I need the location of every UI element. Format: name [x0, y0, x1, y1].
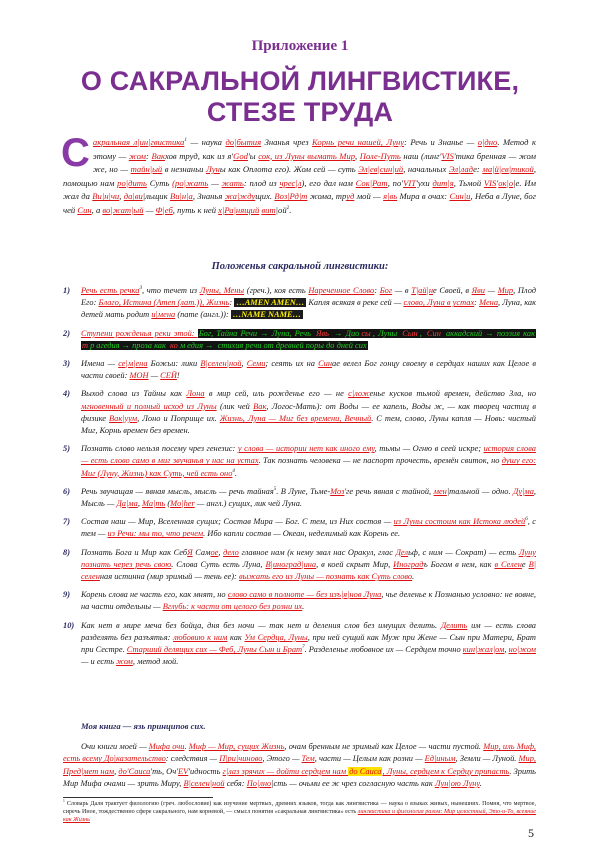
- item-text: , чье деленье к Познанью условно: не вовне, на части отдельны —: [81, 590, 537, 612]
- item-text: :: [474, 298, 480, 308]
- intro-text: Эл|ев|син|ий: [358, 164, 404, 175]
- intro-text: щих.: [255, 191, 275, 202]
- item-text: Как нет в мире меча без бойца, дня без ночи — так нет и деления слов без имущих делить.: [81, 620, 441, 630]
- intro-text: 'ухи: [416, 177, 433, 188]
- page-title: [0, 66, 600, 128]
- item-text: мен: [433, 486, 447, 496]
- item-text: ,: [218, 547, 224, 557]
- intro-text: 'ы: [247, 150, 259, 161]
- conclusion-text: Очи книги моей —: [81, 742, 149, 751]
- item-text: Да|ма: [116, 499, 138, 509]
- item-text: е: [521, 559, 529, 569]
- intro-text: , а: [91, 204, 103, 215]
- intro-text: тайн|ый: [130, 164, 163, 175]
- intro-text: дит|я: [432, 177, 454, 188]
- item-text: , Мысль —: [81, 486, 536, 509]
- item-text: стихия речи от древней поры до дней сих: [217, 340, 367, 350]
- item-text: .: [412, 572, 415, 582]
- item-text: из Луны состоим как Истока людей: [393, 517, 526, 527]
- item-text: ная истинна (мир зримый — тень ее):: [99, 572, 239, 582]
- item-number: 2): [63, 328, 70, 338]
- intro-text: Лун: [205, 164, 220, 175]
- list-item: [63, 620, 536, 669]
- conclusion-text: Мир, Пред|мет нам: [63, 754, 536, 776]
- item-text: Жизнь, Луна — Миг без времени, Вечный: [219, 413, 372, 423]
- intro-text: жать: [221, 177, 244, 188]
- conclusion-text: .: [479, 779, 482, 789]
- item-text: (: [165, 499, 171, 509]
- intro-text: Вак: [151, 150, 166, 161]
- item-text: Корень слова не часть его, как мнят, но: [81, 590, 228, 600]
- intro-text: , Тьмой: [453, 177, 484, 188]
- intro-text: |ой: [275, 204, 287, 215]
- footnote-text: Словарь Даля трактует филологию (греч. любословие) как изучение мертвых, древних языков, тогда как лингвистика — наука о языках живых, нынешних. Помня, что мертвое, сиречь Иное, тождественно сфере сакрального, нам корневой, — смысл понятия «сакральная лингвистика» есть: [63, 801, 536, 815]
- intro-text: Ф|еб: [155, 204, 173, 215]
- intro-text: Син: [77, 204, 92, 215]
- item-text: Дел: [395, 547, 409, 557]
- appendix-label: Приложение 1: [251, 38, 349, 54]
- intro-text: жом: [128, 150, 147, 161]
- item-text: . Разделенье любовное их — Сердцем точно: [304, 645, 463, 655]
- item-text: Я: [187, 547, 193, 557]
- item-text: се|м|ена: [118, 359, 148, 369]
- footnote: [63, 800, 536, 824]
- item-text: Старший делящих сих — Феб, Луны Сын и Брат: [126, 645, 303, 655]
- intro-text: во|жат|ый: [102, 204, 144, 215]
- footnote-divider: [63, 797, 213, 798]
- item-text: Ду|ма: [513, 486, 534, 496]
- item-text: Божьи: лики: [147, 359, 201, 369]
- item-text: Луну познать через речь свою: [81, 547, 536, 569]
- item-text: енье кусков тьмой времен, действо Зла, но: [369, 389, 537, 399]
- footnote-text: лингвистика и филология разом: Мир целостный, Это-и-То, всеяние как Жизнь: [63, 809, 536, 823]
- intro-text: е:: [473, 164, 483, 175]
- conclusion-text: , очам бренным не зримый как Целое — части пустой.: [284, 742, 484, 751]
- intro-text: ,: [119, 191, 124, 202]
- conclusion-text: |сть — очьми ее ж чрез согласную часть как: [271, 779, 435, 789]
- item-text: в мир сей, иль рожденье его — не: [204, 389, 349, 399]
- item-text: → Дио: [330, 328, 360, 338]
- item-text: едия →: [187, 340, 216, 350]
- item-text: . Так познать человека — не паспорт прочесть, времён свиток, но: [258, 456, 502, 466]
- intro-text: до|бытия: [225, 137, 262, 147]
- intro-text: ма|й|ев|тикой: [482, 164, 534, 175]
- item-text: агедия → проза как: [96, 340, 169, 350]
- intro-text: наш (линг': [400, 150, 442, 161]
- item-text: В|селен|ной: [200, 359, 242, 369]
- title-line-2: СТЕЗЕ ТРУДА: [206, 97, 394, 127]
- footnote-ref: 7: [302, 645, 305, 651]
- intro-paragraph: [61, 131, 537, 218]
- drop-cap: С: [61, 131, 90, 175]
- item-text: т: [82, 340, 89, 350]
- item-number: 3): [63, 359, 70, 369]
- item-text: е Своей, в: [433, 286, 472, 295]
- conclusion-text: П|ри|чиново: [219, 754, 263, 764]
- conclusion-text: : следствия —: [165, 754, 220, 764]
- conclusion-text: Миф — Мир, сущих Жизнь: [188, 742, 285, 751]
- item-text: , в коей скрыт Мир,: [316, 559, 394, 569]
- item-text: Речь есть речка: [81, 286, 140, 295]
- list-item: [63, 589, 536, 613]
- item-text: В|селен: [81, 559, 536, 582]
- item-text: Мена: [479, 298, 499, 308]
- conclusion-text: , Луны, сердцем к Сердцу припасть: [382, 766, 510, 776]
- item-text: ,: [504, 645, 509, 655]
- intro-text: , начальных: [403, 164, 449, 175]
- item-text: ъ Богом в нем, как: [423, 559, 495, 569]
- item-text: жом: [116, 657, 133, 667]
- intro-text: —: [143, 204, 156, 215]
- highlight-amen: …AMEN AMEN…: [236, 298, 305, 308]
- footnote-ref: 2: [286, 205, 290, 212]
- item-text: Вак|уум: [109, 413, 138, 423]
- item-text: ое: [210, 547, 219, 557]
- item-text: аккадский → поэзия как: [442, 328, 535, 338]
- intro-text: Корнь речи нашей, Луну: [312, 137, 404, 147]
- intro-text: ), его дал нам: [301, 177, 356, 188]
- item-text: —: [148, 371, 161, 381]
- page-number: 5: [528, 826, 534, 840]
- item-text: , Плод Его:: [81, 286, 537, 308]
- item-text: Син: [318, 359, 333, 369]
- footnote-ref: 5: [273, 487, 277, 493]
- intro-text: : Речь и Знанье —: [404, 137, 478, 147]
- intro-text: :: [146, 150, 152, 161]
- intro-text: х|Ра|нящий: [218, 204, 260, 215]
- item-text: Лона: [186, 389, 205, 399]
- item-text: , при ней сущий как Муж при Жене — Сын при Матери, Брат при Сестре.: [81, 632, 536, 655]
- item-text: МОН: [129, 371, 149, 381]
- item-text: сы: [361, 328, 371, 338]
- intro-text: , помощью нам: [63, 164, 536, 188]
- item-text: у слова — истории нет как иного ему: [237, 444, 375, 454]
- conclusion-text: Лун|ою Луну: [434, 779, 480, 789]
- intro-text: |льщик: [142, 191, 170, 202]
- conclusion-text: себя:: [224, 779, 247, 789]
- item-text: кин|жал|ом: [462, 645, 505, 655]
- footnote-ref: 1: [184, 137, 187, 144]
- item-text: ко: [170, 340, 178, 350]
- item-text: — в: [392, 286, 412, 295]
- item-text: .: [234, 468, 237, 478]
- conclusion-text: .: [184, 742, 189, 751]
- item-text: . С тем, слово, Луны капля — Новь: чистый Миг, Корнь времен без времен.: [81, 413, 536, 436]
- intro-text: ро|дить: [117, 177, 147, 188]
- item-text: Речь звучащая — явная мысль, мысль — речь тайная: [81, 486, 274, 496]
- intro-text: хов труд, как из я': [165, 150, 234, 161]
- item-text: , с тем —: [81, 517, 536, 539]
- item-number: 1): [63, 286, 70, 295]
- item-text: как: [227, 632, 245, 642]
- intro-text: Воз|Рд|т: [274, 191, 308, 202]
- item-text: !: [176, 371, 180, 381]
- intro-text: ок|о: [498, 177, 514, 188]
- item-text: ,: [137, 499, 143, 509]
- conclusion-text: EV: [178, 766, 189, 776]
- item-text: — и есть: [81, 657, 117, 667]
- item-text: (name (англ.)):: [175, 310, 231, 320]
- item-text: мгновенный и полный исход из Луны: [81, 401, 217, 411]
- item-text: :: [374, 286, 380, 295]
- item-text: главное нам (к нему звал нас Оракул, глас: [238, 547, 396, 557]
- intro-text: |е. Им жал да: [63, 177, 536, 202]
- intro-text: . Метод к этому —: [92, 137, 536, 161]
- item-text: и|мена: [151, 310, 176, 320]
- item-text: с|лож: [348, 389, 370, 399]
- item-number: 5): [63, 444, 70, 454]
- title-line-1: О САКРАЛЬНОЙ ЛИНГВИСТИКЕ,: [80, 66, 520, 96]
- item-number: 10): [63, 620, 75, 630]
- item-text: им — есть слова разделять без разъятья:: [81, 620, 536, 642]
- item-text: . Слова Суть есть Луна,: [171, 559, 266, 569]
- item-text: (лик чей: [216, 401, 254, 411]
- item-text: м: [179, 340, 186, 350]
- conclusion-text: 'ть, Оч': [150, 766, 179, 776]
- intro-text: Эл|лад: [448, 164, 474, 175]
- conclusion-paragraph: [63, 741, 536, 791]
- conclusion-text: до'Саиса: [118, 766, 151, 776]
- item-text: Бог: [379, 286, 393, 295]
- conclusion-text: , части — Целым как розни —: [314, 754, 425, 764]
- item-text: в Селен: [494, 559, 522, 569]
- intro-text: о|дно: [477, 137, 498, 147]
- intro-text: сок, из Луны вымать Мир: [258, 150, 356, 161]
- footnote-ref: 3: [139, 286, 142, 292]
- item-text: выжать его из Луны — познать как Суть слово: [238, 572, 413, 582]
- item-text: Син: [426, 328, 441, 338]
- item-text: Ум Сердца, Луны: [244, 632, 308, 642]
- item-text: слово само в полноте — без изъ|я|нов Луна: [227, 590, 382, 600]
- item-text: но|жом: [508, 645, 537, 655]
- item-text: Капля всякая в реке сей —: [306, 298, 404, 308]
- intro-text: Ви|н|а: [169, 191, 193, 202]
- item-text: . Ибо капли состав — Океан, неделимый как Корень ее.: [203, 529, 401, 539]
- item-text: :: [229, 298, 235, 308]
- intro-text: жа|жду: [224, 191, 256, 202]
- item-number: 7): [63, 517, 70, 527]
- conclusion-text: Мир, иль Миф, есть всему До|казательство: [63, 742, 536, 764]
- item-text: СЕЙ: [160, 371, 177, 381]
- intro-text: VIS: [441, 150, 454, 161]
- item-text: р: [90, 340, 95, 350]
- item-text: Яви: [471, 286, 485, 295]
- item-text: Иноград: [393, 559, 424, 569]
- principles-list: [63, 285, 536, 674]
- footnote-ref: 4: [232, 468, 235, 474]
- item-text: слово, Луна в устах: [403, 298, 475, 308]
- item-text: ,: [241, 359, 247, 369]
- intro-text: , Знанья: [192, 191, 225, 202]
- conclusion-text: . Зрить Мир Мифа очами — зрить Миру,: [63, 766, 536, 789]
- item-text: ьф, с ним — Сократ) — есть: [408, 547, 519, 557]
- item-text: Сын: [402, 328, 418, 338]
- intro-text: , по': [387, 177, 404, 188]
- intro-text: Сок|Рат: [355, 177, 388, 188]
- item-text: ,: [419, 328, 425, 338]
- item-number: 9): [63, 590, 70, 600]
- item-text: Моз: [330, 486, 345, 496]
- item-text: дело: [223, 547, 239, 557]
- intro-text: чрес|л: [279, 177, 302, 188]
- item-text: Явь: [316, 328, 329, 338]
- intro-text: , Неба в Луне, бог чей: [63, 191, 537, 215]
- item-text: — англ.) сущих, лик чей Луна.: [194, 499, 302, 509]
- item-number: 8): [63, 547, 70, 557]
- conclusion-text: По|лно: [246, 779, 272, 789]
- item-text: история слова — есть слово само в миг звучанья у нас на устах: [81, 444, 536, 466]
- item-text: , что течет из: [141, 286, 200, 295]
- item-text: Вглубь: к части от целого без розни их: [162, 602, 303, 612]
- intro-text: в незнаньи: [162, 164, 206, 175]
- item-text: Т|ай|н: [411, 286, 433, 295]
- intro-text: Син|и: [449, 191, 471, 202]
- conclusion-text: г|лаз зрячих — дойти сердцем нам: [222, 766, 349, 776]
- item-text: , метод мой.: [132, 657, 179, 667]
- footnote-ref: 6: [525, 517, 528, 523]
- intro-text: VIS: [483, 177, 497, 188]
- item-text: , Лоно и Поприще их.: [137, 413, 220, 423]
- intro-text: .: [289, 204, 292, 215]
- list-item: [63, 547, 536, 584]
- conclusion-text: 'идность: [188, 766, 223, 776]
- intro-text: Ви|н|чи: [92, 191, 120, 202]
- item-text: Благо, Истина (Amen (лат.)), Жизнь: [98, 298, 230, 308]
- item-text: Имена —: [81, 359, 119, 369]
- item-text: Нареченное Слово: [308, 286, 375, 295]
- item-text: Познать Бога и Мир как Себ: [81, 547, 188, 557]
- intro-text: акральная л|ин|гвистика: [92, 137, 185, 147]
- item-text: Ма|ть: [142, 499, 166, 509]
- intro-text: да|ви: [123, 191, 143, 202]
- intro-text: Знанья чрез: [261, 137, 313, 147]
- list-item: [63, 358, 536, 382]
- conclusion-text: Тем: [301, 754, 315, 764]
- intro-text: (ро|жать: [172, 177, 209, 188]
- item-text: Выход слова из Тайны как: [81, 389, 187, 399]
- intro-text: : плод из: [243, 177, 280, 188]
- conclusion-text: , Этого —: [262, 754, 302, 764]
- item-text: , Луны: [372, 328, 401, 338]
- item-number: 6): [63, 486, 70, 496]
- item-text: (греч.), коя есть: [244, 286, 309, 295]
- intro-text: , путь к ней: [172, 204, 219, 215]
- book-line: Моя книга — язь принципов сих.: [81, 721, 206, 731]
- footnote-number: 1: [63, 798, 65, 803]
- item-text: В|иноград|ина: [265, 559, 317, 569]
- item-text: из Речи: мы то, что речем: [107, 529, 204, 539]
- intro-text: —: [208, 177, 222, 188]
- item-text: .: [302, 602, 305, 612]
- list-item: [63, 486, 536, 510]
- list-item: [63, 388, 536, 437]
- intro-text: ы как Оплота его). Жом сей — суть: [219, 164, 359, 175]
- intro-text: VIT: [403, 177, 417, 188]
- item-text: Сам: [192, 547, 211, 557]
- conclusion-text: Ед|иным: [424, 754, 456, 764]
- item-text: Мир: [497, 286, 514, 295]
- item-text: Состав наш — Мир, Вселенная сущих; Состав Мира — Бог. С тем, из Них состоя —: [81, 517, 394, 527]
- item-text: Вак: [253, 401, 267, 411]
- intro-text: Поле-Путь: [359, 150, 401, 161]
- conclusion-text: , Земли — Луной.: [455, 754, 519, 764]
- item-text: , Логос-Мать): от Воды — ее капель, Воды ж, — как творец частиц в физике: [81, 401, 536, 423]
- intro-text: Мира в очах:: [397, 191, 450, 202]
- item-text: ае велел Бог гонцу своему в сердцах наших как Целое в части своей:: [81, 359, 536, 381]
- item-text: Делить: [440, 620, 468, 630]
- intro-text: ,: [355, 150, 360, 161]
- intro-text: вит: [261, 204, 276, 215]
- item-text: Ступени рожденья реки этой:: [81, 328, 198, 338]
- item-text: 'ге речь явная с тайной,: [344, 486, 434, 496]
- intro-text: жома, тр: [307, 191, 347, 202]
- intro-text: Суть: [146, 177, 173, 188]
- item-text: , тьмы — Огню в сеей искре;: [374, 444, 484, 454]
- conclusion-text: Мифа очи: [148, 742, 185, 751]
- list-item: [63, 516, 536, 540]
- item-text: душу его: Миг (Луну, Жизнь) как Суть, чей есть оно: [81, 456, 536, 478]
- intro-text: уд: [346, 191, 355, 202]
- list-item: [63, 443, 536, 480]
- item-text: ; сеять их на: [265, 359, 319, 369]
- item-text: Бог, Тайна Речи → Луна, Речь: [198, 328, 315, 338]
- item-text: . В Луне, Тьме-: [276, 486, 331, 496]
- item-text: Mo|her: [170, 499, 195, 509]
- intro-text: God: [233, 150, 248, 161]
- item-text: Семи: [246, 359, 266, 369]
- item-text: , Луна, как детей мать родит: [81, 298, 537, 320]
- list-item: [63, 328, 536, 352]
- intro-text: — наука: [186, 137, 226, 147]
- intro-text: мой —: [354, 191, 384, 202]
- section-title: Положенья сакральной лингвистики:: [211, 261, 389, 272]
- conclusion-text: В|селен|ной: [183, 779, 225, 789]
- list-item: [63, 285, 536, 322]
- intro-text: 'тика бренная — жом же, но —: [92, 150, 536, 175]
- item-text: —: [484, 286, 498, 295]
- intro-text: я|вь: [383, 191, 398, 202]
- intro-text: ': [496, 177, 499, 188]
- item-text: любовию к ним: [173, 632, 228, 642]
- highlight-name: …NAME NAME…: [232, 310, 302, 320]
- item-text: Луны, Мены: [199, 286, 245, 295]
- conclusion-text: ,: [114, 766, 119, 776]
- item-number: 4): [63, 389, 70, 399]
- item-text: |тальной — одно.: [446, 486, 513, 496]
- item-text: Познать слово нельзя посему чрез генезис:: [81, 444, 238, 454]
- highlight-sais: до Саиса: [349, 766, 382, 776]
